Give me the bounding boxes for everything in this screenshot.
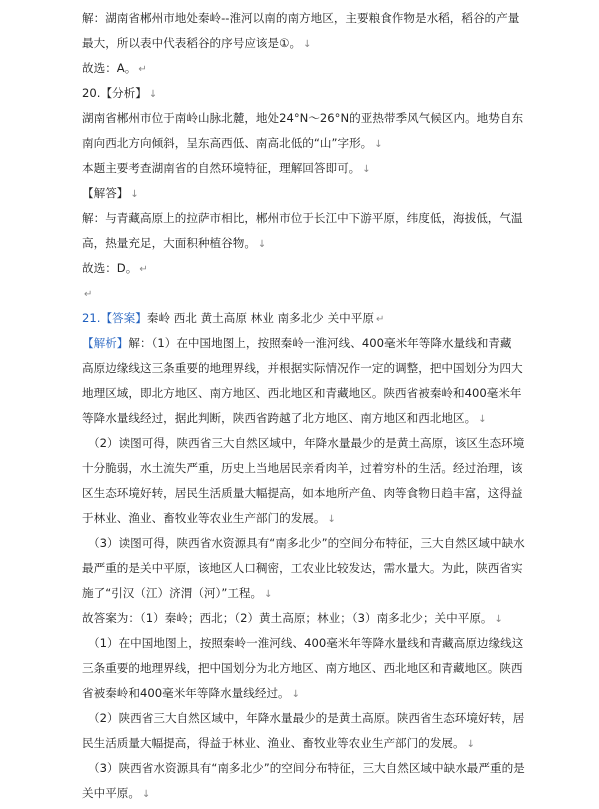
text-line (82, 31, 525, 56)
line-text: 区生态环境好转，居民生活质量大幅提高，如本地所产鱼、肉等食物日趋丰富，这得益 (82, 486, 523, 500)
q21-analysis-body (82, 356, 525, 806)
line-text: （2）陕西省三大自然区域中，年降水量最少的是黄土高原。陕西省生态环境好转，居 (88, 711, 525, 725)
line-text: 【解答】 (82, 186, 129, 200)
text-line (82, 581, 525, 606)
text-line (82, 656, 525, 681)
line-text: 省被秦岭和400毫米年等降水量线经过。 (82, 686, 290, 700)
paragraph-mark: ↓ (362, 164, 371, 175)
q21-analysis-line (82, 331, 525, 356)
text-line (82, 181, 525, 206)
paragraph-mark: ↓ (327, 514, 336, 525)
text-line (82, 131, 525, 156)
line-text: 高原边缘线这三条重要的地理界线，并根据实际情况作一定的调整，把中国划分为四大 (82, 361, 523, 375)
line-text: 地理区域，即北方地区、南方地区、西北地区和青藏地区。陕西省被秦岭和400毫米年 (82, 386, 522, 400)
line-text: 南向西北方向倾斜，呈东高西低、南高北低的“山”字形。 (82, 136, 373, 150)
text-line (82, 6, 525, 31)
top-section (82, 6, 525, 306)
text-line (82, 481, 525, 506)
text-line (82, 206, 525, 231)
answer-text: 秦岭 西北 黄土高原 林业 南多北少 关中平原 (146, 311, 374, 325)
line-text: 十分脆弱，水土流失严重，历史上当地居民亲肴肉羊，过着穷朴的生活。经过治理，该 (82, 461, 523, 475)
analysis-first: 解：（1）在中国地图上，按照秦岭一淮河线、400毫米年等降水量线和青藏 (128, 336, 512, 350)
text-line (82, 631, 525, 656)
line-text: （3）读图可得，陕西省水资源具有“南多北少”的空间分布特征，三大自然区域中缺水 (88, 536, 525, 550)
paragraph-mark: ↓ (264, 589, 273, 600)
line-text: 等降水量线经过，据此判断，陕西省跨越了北方地区、南方地区和西北地区。 (82, 411, 477, 425)
line-text: 关中平原。 (82, 786, 140, 800)
paragraph-mark: ↓ (478, 414, 487, 425)
line-text: 湖南省郴州市位于南岭山脉北麓，地处24°N～26°N的亚热带季风气候区内。地势自东 (82, 111, 524, 125)
text-line (82, 556, 525, 581)
q21-answer-line (82, 306, 525, 331)
paragraph-mark: ↓ (141, 789, 151, 800)
line-text: 本题主要考查湖南省的自然环境特征，理解回答即可。 (82, 161, 361, 175)
analysis-tag: 【解析】 (82, 336, 129, 350)
paragraph-mark: ↵ (84, 289, 93, 300)
paragraph-mark: ↓ (303, 39, 312, 50)
paragraph-mark: ↵ (138, 64, 147, 75)
text-line (82, 356, 525, 381)
text-line (82, 56, 525, 81)
line-text: 故选：A。 (82, 61, 137, 75)
line-text: 民生活质量大幅提高，得益于林业、渔业、畜牧业等农业生产部门的发展。 (82, 736, 465, 750)
text-line (82, 381, 525, 406)
line-text: 最大，所以表中代表稻谷的序号应该是①。 (82, 36, 302, 50)
line-text: 施了“引汉（江）济渭（河）”工程。 (82, 586, 263, 600)
paragraph-mark: ↓ (148, 89, 158, 100)
line-text: 20.【分析】 (82, 86, 147, 100)
text-line (82, 156, 525, 181)
text-line (82, 756, 525, 781)
line-text: 最严重的是关中平原，该地区人口稠密，工农业比较发达，需水量大。为此，陕西省实 (82, 561, 523, 575)
text-line (82, 81, 525, 106)
text-line (82, 681, 525, 706)
paragraph-mark: ↓ (130, 189, 139, 200)
text-line (82, 456, 525, 481)
line-text: 解：湖南省郴州市地处秦岭--淮河以南的南方地区，主要粮食作物是水稻，稻谷的产量 (82, 11, 520, 25)
text-line (82, 431, 525, 456)
paragraph-mark: ↓ (291, 689, 301, 700)
line-text: 高，热量充足，大面积种植谷物。 (82, 236, 256, 250)
line-text: （3）陕西省水资源具有“南多北少”的空间分布特征，三大自然区域中缺水最严重的是 (88, 761, 525, 775)
text-line (82, 781, 525, 806)
line-text: 故答案为：（1）秦岭；西北；（2）黄土高原；林业；（3）南多北少；关中平原。 (82, 611, 493, 625)
text-line (82, 281, 525, 306)
text-line (82, 506, 525, 531)
line-text: 故选：D。 (82, 261, 138, 275)
paragraph-mark: ↓ (494, 614, 503, 625)
paragraph-mark: ↓ (374, 139, 383, 150)
line-text: 解：与青藏高原上的拉萨市相比，郴州市位于长江中下游平原，纬度低，海拔低，气温 (82, 211, 523, 225)
text-line (82, 731, 525, 756)
text-line (82, 606, 525, 631)
text-line (82, 106, 525, 131)
text-line (82, 406, 525, 431)
text-line (82, 531, 525, 556)
text-line (82, 256, 525, 281)
line-text: （1）在中国地图上，按照秦岭一淮河线、400毫米年等降水量线和青藏高原边缘线这 (88, 636, 524, 650)
text-line (82, 231, 525, 256)
answer-tag: 【答案】 (100, 311, 147, 325)
paragraph-mark: ↵ (139, 264, 148, 275)
line-text: 于林业、渔业、畜牧业等农业生产部门的发展。 (82, 511, 326, 525)
line-text: 三条重要的地理界线，把中国划分为北方地区、南方地区、西北地区和青藏地区。陕西 (82, 661, 523, 675)
line-text: （2）读图可得，陕西省三大自然区域中，年降水量最少的是黄土高原，该区生态环境 (88, 436, 525, 450)
paragraph-mark: ↓ (257, 239, 267, 250)
paragraph-mark: ↵ (375, 314, 385, 325)
q21-number: 21. (82, 311, 101, 325)
text-line (82, 706, 525, 731)
paragraph-mark: ↓ (466, 739, 475, 750)
